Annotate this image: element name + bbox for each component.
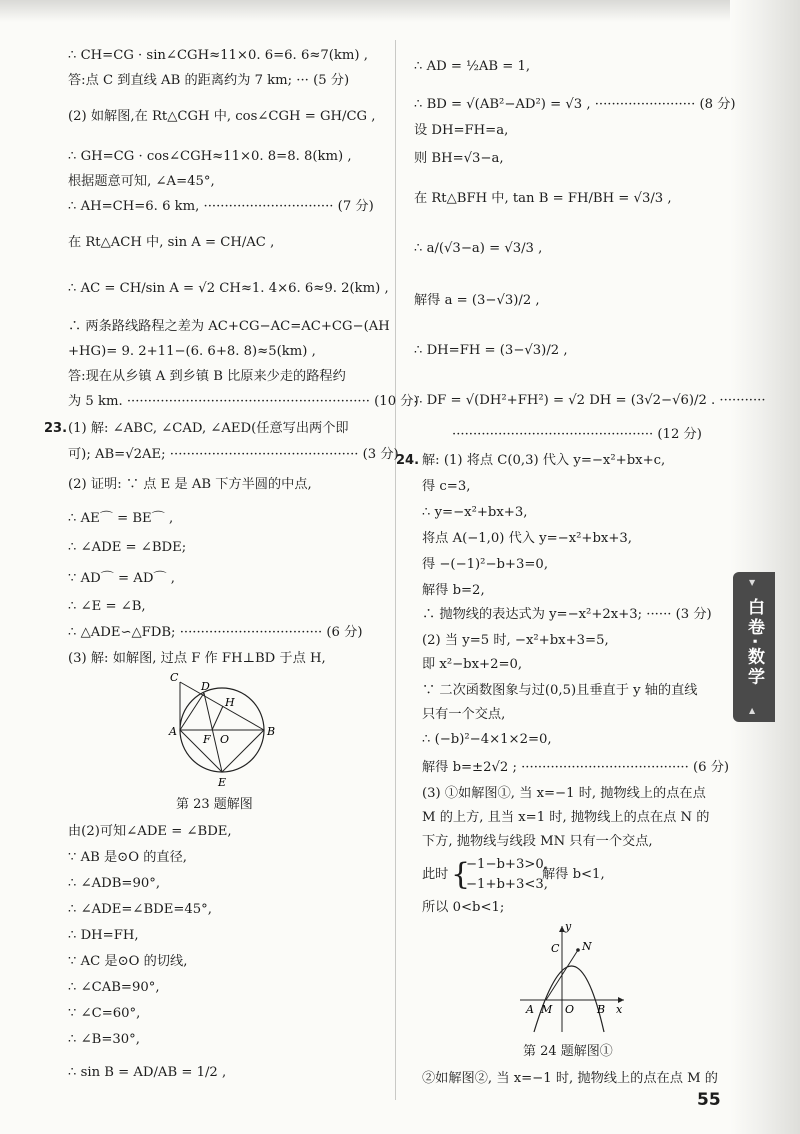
text-line: 下方, 抛物线与线段 MN 只有一个交点, bbox=[422, 834, 653, 849]
text-line: 可); AB=√2AE; ············································· (3 分) bbox=[68, 447, 399, 462]
text-line: 即 x²−bx+2=0, bbox=[422, 657, 523, 672]
text-line: ∴ ∠ADE = ∠BDE; bbox=[68, 540, 187, 555]
text-line: 解得 b<1, bbox=[542, 867, 605, 882]
text-line: 在 Rt△ACH 中, sin A = CH/AC , bbox=[68, 235, 275, 250]
text-line: 由(2)可知∠ADE = ∠BDE, bbox=[68, 824, 232, 839]
text-line: ∴ a/(√3−a) = √3/3 , bbox=[414, 241, 543, 256]
text-line: 答:点 C 到直线 AB 的距离约为 7 km; ··· (5 分) bbox=[68, 73, 350, 88]
text-line: ②如解图②, 当 x=−1 时, 抛物线上的点在点 M 的 bbox=[422, 1071, 718, 1086]
question-number: 24. bbox=[396, 453, 420, 468]
text-line: ∴ GH=CG · cos∠CGH≈11×0. 8=8. 8(km) , bbox=[68, 149, 352, 164]
text-line: 只有一个交点, bbox=[422, 707, 506, 722]
column-divider bbox=[395, 40, 396, 1100]
text-line: ∴ ∠ADE=∠BDE=45°, bbox=[68, 902, 212, 917]
scan-right-edge bbox=[730, 0, 800, 1134]
text-line: 所以 0<b<1; bbox=[422, 900, 505, 915]
fig23-label-E: E bbox=[218, 776, 227, 789]
fig23-label-C: C bbox=[170, 671, 179, 684]
fig23-label-D: D bbox=[201, 680, 210, 693]
text-line: −1+b+3<3, bbox=[466, 877, 549, 892]
text-line: ∴ (−b)²−4×1×2=0, bbox=[422, 732, 552, 747]
fig24-label-A: A bbox=[526, 1003, 534, 1016]
tab-arrow-up-icon: ▲ bbox=[749, 706, 756, 715]
fig23-label-F: F bbox=[203, 733, 211, 746]
text-line: M 的上方, 且当 x=1 时, 抛物线上的点在点 N 的 bbox=[422, 810, 710, 825]
text-line: 则 BH=√3−a, bbox=[414, 151, 504, 166]
fig24-label-B: B bbox=[597, 1003, 606, 1016]
text-line: +HG)= 9. 2+11−(6. 6+8. 8)≈5(km) , bbox=[68, 344, 316, 359]
text-line: ∵ AB 是⊙O 的直径, bbox=[68, 850, 187, 865]
text-line: ················································ (12 分) bbox=[452, 427, 702, 442]
fig24-label-C: C bbox=[551, 942, 560, 955]
text-line: (2) 如解图,在 Rt△CGH 中, cos∠CGH = GH/CG , bbox=[68, 109, 376, 124]
text-line: ∴ BD = √(AB²−AD²) = √3 , ························ (8 分) bbox=[414, 97, 736, 112]
text-line: ∴ AH=CH=6. 6 km, ······························· (7 分) bbox=[68, 199, 374, 214]
text-line: ∴ 抛物线的表达式为 y=−x²+2x+3; ······ (3 分) bbox=[422, 607, 712, 622]
text-line: ∴ AE⌒ = BE⌒ , bbox=[68, 511, 174, 526]
text-line: 根据题意可知, ∠A=45°, bbox=[68, 174, 215, 189]
brace-symbol: { bbox=[451, 857, 471, 892]
text-line: ∴ ∠B=30°, bbox=[68, 1032, 140, 1047]
text-line: ∴ DH=FH, bbox=[68, 928, 139, 943]
tab-label: 白卷·数学 bbox=[744, 598, 764, 688]
text-line: ∵ 二次函数图象与过(0,5)且垂直于 y 轴的直线 bbox=[422, 683, 698, 698]
text-line: 在 Rt△BFH 中, tan B = FH/BH = √3/3 , bbox=[414, 191, 672, 206]
text-line: ∵ ∠C=60°, bbox=[68, 1006, 141, 1021]
text-line: (2) 当 y=5 时, −x²+bx+3=5, bbox=[422, 633, 609, 648]
text-line: 此时 bbox=[422, 867, 449, 882]
text-line: 得 −(−1)²−b+3=0, bbox=[422, 557, 549, 572]
figure-23-caption: 第 23 题解图 bbox=[176, 797, 253, 812]
fig24-label-N: N bbox=[582, 940, 592, 953]
text-line: (3) 解: 如解图, 过点 F 作 FH⊥BD 于点 H, bbox=[68, 651, 326, 666]
text-line: 解得 a = (3−√3)/2 , bbox=[414, 293, 540, 308]
text-line: 为 5 km. ·························································· (10 分) bbox=[68, 394, 419, 409]
page-number: 55 bbox=[697, 1090, 721, 1110]
text-line: ∴ ∠CAB=90°, bbox=[68, 980, 160, 995]
text-line: ∵ AC 是⊙O 的切线, bbox=[68, 954, 188, 969]
text-line: ∴ AD = ½AB = 1, bbox=[414, 59, 531, 74]
text-line: ∴ △ADE∽△FDB; ·································· (6 分) bbox=[68, 625, 363, 640]
figure-23-circle-diagram bbox=[160, 670, 290, 790]
subject-side-tab bbox=[733, 572, 775, 722]
fig24-label-x: x bbox=[616, 1003, 623, 1016]
text-line: 解得 b=±2√2 ; ········································ (6 分) bbox=[422, 760, 730, 775]
fig24-label-M: M bbox=[541, 1003, 553, 1016]
text-line: ∴ ∠E = ∠B, bbox=[68, 599, 146, 614]
text-line: 解得 b=2, bbox=[422, 583, 485, 598]
fig23-label-O: O bbox=[220, 733, 230, 746]
fig23-label-H: H bbox=[225, 696, 235, 709]
text-line: (1) 解: ∠ABC, ∠CAD, ∠AED(任意写出两个即 bbox=[68, 421, 349, 436]
text-line: ∴ AC = CH/sin A = √2 CH≈1. 4×6. 6≈9. 2(km) , bbox=[68, 281, 389, 296]
text-line: ∴ CH=CG · sin∠CGH≈11×0. 6=6. 6≈7(km) , bbox=[68, 48, 368, 63]
text-line: ∴ ∠ADB=90°, bbox=[68, 876, 161, 891]
text-line: −1−b+3>0, bbox=[466, 857, 549, 872]
tab-arrow-down-icon: ▼ bbox=[749, 578, 756, 587]
text-line: ∴ DH=FH = (3−√3)/2 , bbox=[414, 343, 568, 358]
text-line: ∴ 两条路线路程之差为 AC+CG−AC=AC+CG−(AH bbox=[68, 319, 390, 334]
text-line: 得 c=3, bbox=[422, 479, 471, 494]
text-line: 答:现在从乡镇 A 到乡镇 B 比原来少走的路程约 bbox=[68, 369, 346, 384]
text-line: ∴ DF = √(DH²+FH²) = √2 DH = (3√2−√6)/2 . ··········· bbox=[414, 393, 766, 408]
figure-24-caption: 第 24 题解图① bbox=[523, 1044, 613, 1059]
text-line: 解: (1) 将点 C(0,3) 代入 y=−x²+bx+c, bbox=[422, 453, 666, 468]
text-line: 将点 A(−1,0) 代入 y=−x²+bx+3, bbox=[422, 531, 632, 546]
fig23-label-B: B bbox=[267, 725, 276, 738]
text-line: (2) 证明: ∵ 点 E 是 AB 下方半圆的中点, bbox=[68, 477, 312, 492]
question-number: 23. bbox=[44, 421, 68, 436]
text-line: 设 DH=FH=a, bbox=[414, 123, 509, 138]
text-line: ∵ AD⌒ = AD⌒ , bbox=[68, 571, 175, 586]
text-line: (3) ①如解图①, 当 x=−1 时, 抛物线上的点在点 bbox=[422, 786, 706, 801]
figure-24-parabola-graph bbox=[512, 920, 632, 1035]
fig24-label-y: y bbox=[565, 920, 572, 933]
scan-top-shadow bbox=[0, 0, 800, 22]
fig23-label-A: A bbox=[169, 725, 177, 738]
text-line: ∴ sin B = AD/AB = 1/2 , bbox=[68, 1065, 227, 1080]
fig24-label-O: O bbox=[565, 1003, 575, 1016]
text-line: ∴ y=−x²+bx+3, bbox=[422, 505, 528, 520]
